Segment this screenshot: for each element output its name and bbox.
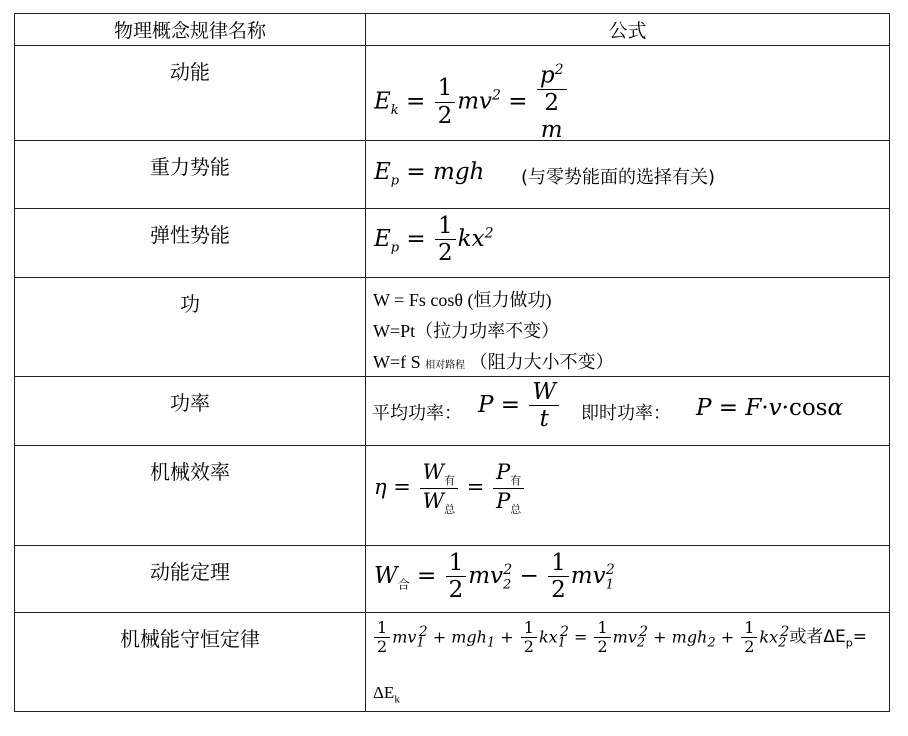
table-row: [15, 546, 890, 613]
row-name-gravitational-pe: 重力势能: [15, 141, 366, 209]
row-name-power: 功率: [15, 377, 366, 446]
row-name-mechanical-efficiency: 机械效率: [15, 446, 366, 546]
kinetic-energy-theorem-equation: $W_合$ = $\frac{1}{2}$ $mv_2^2$ − $\frac{1}{2}$ $mv_1^2$: [374, 550, 615, 604]
work-line-3-main: W=f S: [373, 352, 421, 372]
formula-conservation-mechanical-energy: [366, 613, 890, 712]
gravitational-pe-equation: $E_p$ = mgh: [374, 159, 485, 189]
table-row: [15, 278, 890, 377]
formula-mechanical-efficiency: [366, 446, 890, 546]
work-line-2: W=Pt（拉力功率不变）: [373, 321, 560, 341]
efficiency-equation: η = $\frac{W_有}{W_总}$ = $\frac{P_有}{P_总}$: [374, 460, 526, 517]
table-row: [15, 46, 890, 141]
work-line-3-sub: 相对路程: [425, 360, 466, 371]
avg-power-label: 平均功率：: [372, 403, 462, 424]
header-name: 物理概念规律名称: [15, 14, 366, 46]
table-header-row: [15, 14, 890, 46]
formula-power: [366, 377, 890, 446]
inst-power-label: 即时功率：: [581, 403, 671, 424]
formula-elastic-pe: [366, 209, 890, 278]
formula-kinetic-energy-theorem: [366, 546, 890, 613]
work-line-1: W = Fs cosθ (恒力做功): [373, 290, 552, 310]
table-row: [15, 377, 890, 446]
row-name-elastic-pe: 弹性势能: [15, 209, 366, 278]
inst-power-equation: P = F·v·cosα: [696, 395, 844, 421]
row-name-conservation-mechanical-energy: 机械能守恒定律: [15, 613, 366, 712]
gravitational-pe-note: (与零势能面的选择有关): [521, 167, 716, 188]
work-line-3-note: （阻力大小不变）: [469, 352, 614, 372]
row-name-kinetic-energy-theorem: 动能定理: [15, 546, 366, 613]
conservation-equation: $\frac{1}{2}$ $mv_1^2 + mgh_1$ + $\frac{1}{2}$ $kx_1^2$ = $\frac{1}{2}$ $mv_2^2 + mgh_2$ + $\frac{1}{2}$ $kx_2^2$或者$\Delta E_p=$: [372, 619, 867, 657]
formula-gravitational-pe: [366, 141, 890, 209]
elastic-pe-equation: $E_p$ = $\frac{1}{2}$ $kx^2$: [374, 213, 494, 267]
physics-formula-table: [14, 13, 890, 712]
row-name-work: 功: [15, 278, 366, 377]
formula-work: [366, 278, 890, 377]
table-row: [15, 209, 890, 278]
table-row: [15, 141, 890, 209]
table-row: [15, 613, 890, 712]
header-formula: 公式: [366, 14, 890, 46]
work-line-3: [373, 348, 614, 374]
table-row: [15, 446, 890, 546]
row-name-kinetic-energy: 动能: [15, 46, 366, 141]
formula-kinetic-energy: [366, 46, 890, 141]
conservation-or-text: 或者$\Delta E_p=$: [789, 627, 867, 650]
avg-power-equation: P = $\frac{W}{t}$: [478, 379, 561, 433]
conservation-line-2: $\Delta E_k$: [373, 683, 400, 706]
kinetic-energy-equation: $E_k$ = $\frac{1}{2}$ $mv^2$ = $p^2$ 2 m: [374, 62, 569, 143]
